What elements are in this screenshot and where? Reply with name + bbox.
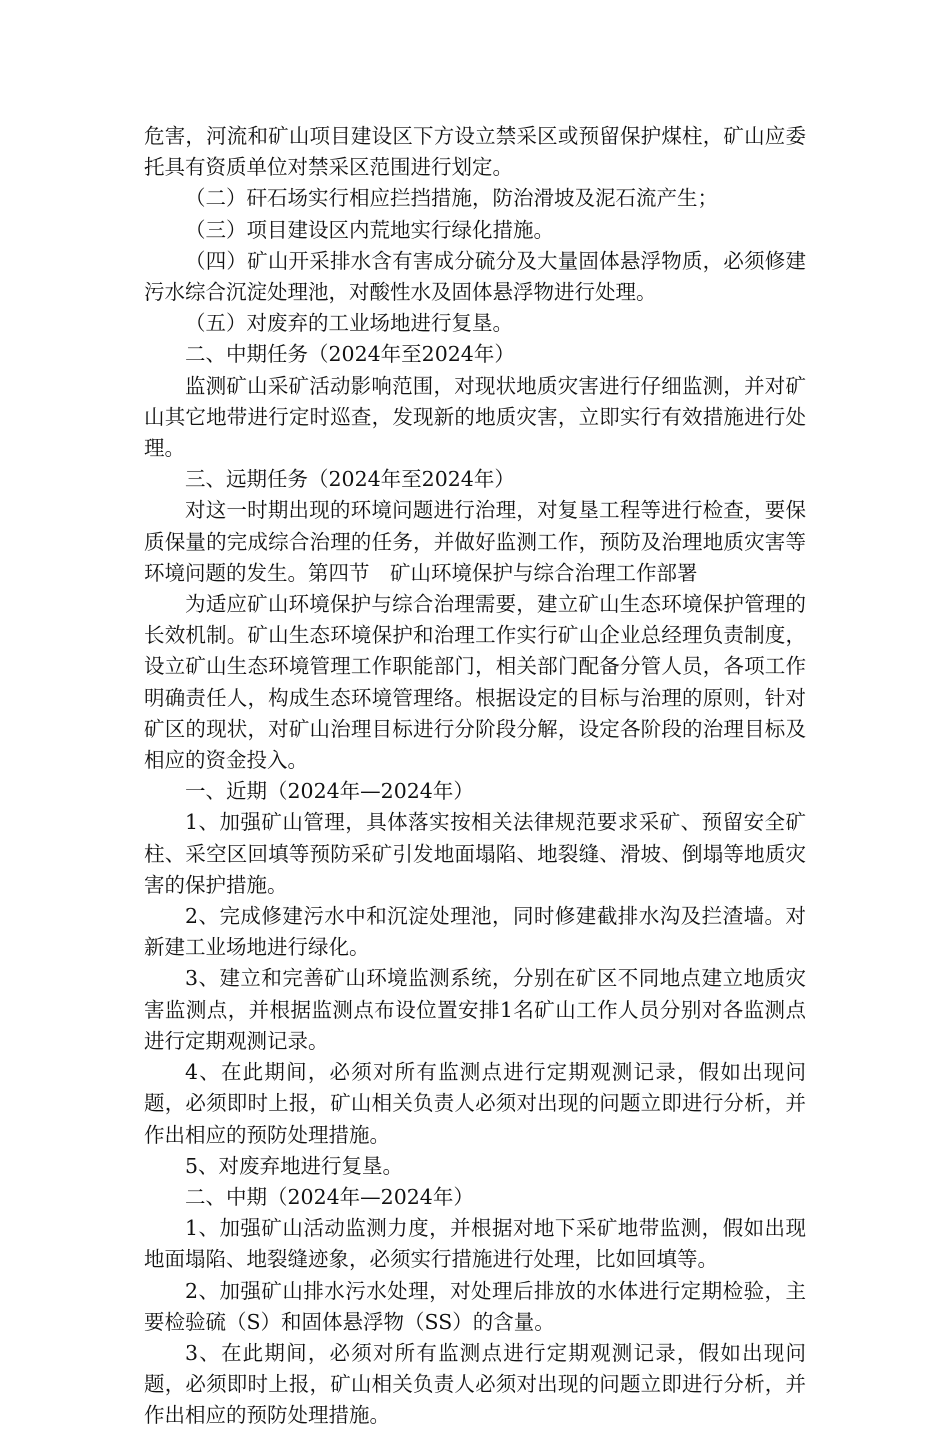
list-item-medium-2: 2、加强矿山排水污水处理，对处理后排放的水体进行定期检验，主要检验硫（S）和固体悬浮物（SS）的含量。 <box>144 1278 806 1334</box>
list-item-near-3: 3、建立和完善矿山环境监测系统，分别在矿区不同地点建立地质灾害监测点，并根据监测点布设位置安排1名矿山工作人员分别对各监测点进行定期观测记录。 <box>144 966 806 1053</box>
paragraph-medium-term-monitoring: 监测矿山采矿活动影响范围，对现状地质灾害进行仔细监测，并对矿山其它地带进行定时巡查，发现新的地质灾害，立即实行有效措施进行处理。 <box>144 373 806 461</box>
paragraph-restricted-mining-zone: 危害，河流和矿山项目建设区下方设立禁采区或预留保护煤柱，矿山应委托具有资质单位对禁采区范围进行划定。 <box>144 124 806 180</box>
heading-medium-term: 二、中期（2024年—2024年） <box>185 1184 474 1209</box>
paragraph-item-4-wastewater: （四）矿山开采排水含有害成分硫分及大量固体悬浮物质，必须修建污水综合沉淀处理池，对酸性水及固体悬浮物进行处理。 <box>144 248 806 305</box>
list-item-medium-1: 1、加强矿山活动监测力度，并根据对地下采矿地带监测，假如出现地面塌陷、地裂缝迹象，必须实行措施进行处理，比如回填等。 <box>144 1216 806 1272</box>
heading-near-term: 一、近期（2024年—2024年） <box>185 779 474 804</box>
paragraph-management-mechanism: 为适应矿山环境保护与综合治理需要，建立矿山生态环境保护管理的长效机制。矿山生态环境保护和治理工作实行矿山企业总经理负责制度，设立矿山生态环境管理工作职能部门，相关部门配备分管人员，各项工作明确责任人，构成生态环境管理络。根据设定的目标与治理的原则，针对矿区的现状，对矿山治理目标进行分阶段分解，设定各阶段的治理目标及相应的资金投入。 <box>144 592 806 773</box>
list-item-near-5: 5、对废弃地进行复垦。 <box>185 1153 404 1178</box>
paragraph-item-5-reclamation: （五）对废弃的工业场地进行复垦。 <box>185 311 513 336</box>
heading-medium-term-task: 二、中期任务（2024年至2024年） <box>185 342 515 367</box>
document-body <box>144 121 806 1432</box>
heading-long-term-task: 三、远期任务（2024年至2024年） <box>185 467 515 492</box>
list-item-near-1: 1、加强矿山管理，具体落实按相关法律规范要求采矿、预留安全矿柱、采空区回填等预防采矿引发地面塌陷、地裂缝、滑坡、倒塌等地质灾害的保护措施。 <box>144 810 806 897</box>
list-item-medium-3: 3、在此期间，必须对所有监测点进行定期观测记录，假如出现问题，必须即时上报，矿山相关负责人必须对出现的问题立即进行分析，并作出相应的预防处理措施。 <box>144 1340 806 1428</box>
list-item-near-2: 2、完成修建污水中和沉淀处理池，同时修建截排水沟及拦渣墙。对新建工业场地进行绿化。 <box>144 904 806 960</box>
list-item-near-4: 4、在此期间，必须对所有监测点进行定期观测记录，假如出现问题，必须即时上报，矿山相关负责人必须对出现的问题立即进行分析，并作出相应的预防处理措施。 <box>144 1060 806 1147</box>
paragraph-item-3-greening: （三）项目建设区内荒地实行绿化措施。 <box>185 217 554 242</box>
paragraph-item-2-gangue-yard: （二）矸石场实行相应拦挡措施，防治滑坡及泥石流产生； <box>185 186 718 211</box>
paragraph-long-term-governance: 对这一时期出现的环境问题进行治理，对复垦工程等进行检查，要保质保量的完成综合治理的任务，并做好监测工作，预防及治理地质灾害等环境问题的发生。第四节 矿山环境保护与综合治理工作部署 <box>144 498 806 585</box>
